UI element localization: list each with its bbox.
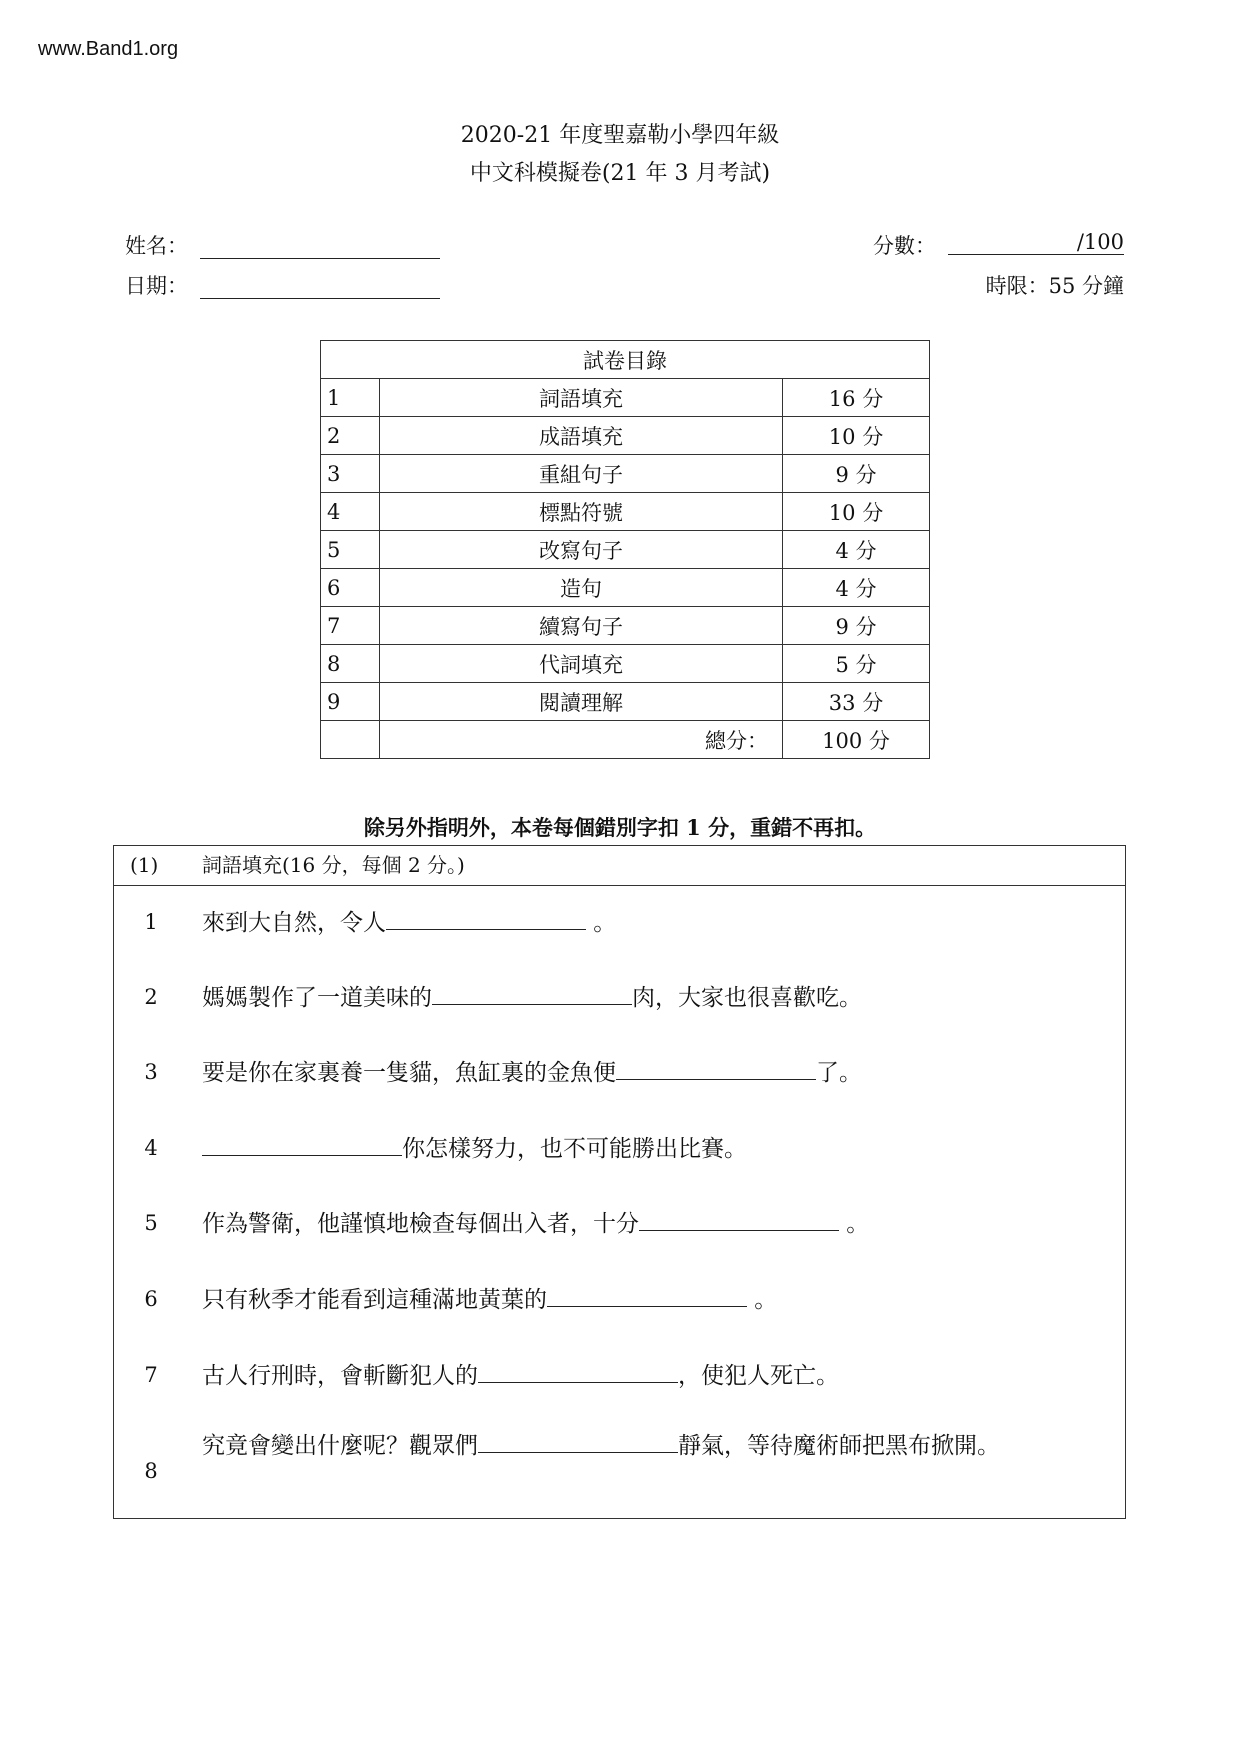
toc-total-label: 總分： xyxy=(380,721,783,759)
answer-blank[interactable] xyxy=(547,1282,747,1307)
toc-marks: 9 分 xyxy=(783,455,930,493)
toc-section: 續寫句子 xyxy=(380,607,783,645)
answer-blank[interactable] xyxy=(432,980,632,1005)
name-field[interactable] xyxy=(200,234,440,259)
table-row xyxy=(321,569,930,607)
date-field[interactable] xyxy=(200,274,440,299)
question-number: 7 xyxy=(144,1363,158,1387)
score-field[interactable]: /100 xyxy=(948,230,1124,255)
table-row xyxy=(321,645,930,683)
toc-section: 造句 xyxy=(380,569,783,607)
question-number: 5 xyxy=(144,1211,158,1235)
marking-note: 除另外指明外，本卷每個錯別字扣 1 分，重錯不再扣。 xyxy=(363,815,877,840)
question-text-before: 要是你在家裏養一隻貓，魚缸裏的金魚便 xyxy=(202,1060,616,1086)
table-row xyxy=(321,417,930,455)
section-title: 詞語填充(16 分，每個 2 分。) xyxy=(202,853,465,877)
toc-marks: 10 分 xyxy=(783,493,930,531)
answer-blank[interactable] xyxy=(616,1055,816,1080)
toc-no: 2 xyxy=(321,417,380,455)
toc-no: 4 xyxy=(321,493,380,531)
toc-marks: 5 分 xyxy=(783,645,930,683)
toc-marks: 4 分 xyxy=(783,569,930,607)
question-text-before: 古人行刑時，會斬斷犯人的 xyxy=(202,1363,478,1389)
question-text-after: 你怎樣努力，也不可能勝出比賽。 xyxy=(402,1136,747,1162)
toc-section: 代詞填充 xyxy=(380,645,783,683)
question-number: 1 xyxy=(144,910,158,934)
toc-marks: 4 分 xyxy=(783,531,930,569)
toc-section: 改寫句子 xyxy=(380,531,783,569)
date-label: 日期： xyxy=(125,274,188,298)
question-text-before: 作為警衛，他謹慎地檢查每個出入者，十分 xyxy=(202,1211,639,1237)
question-text-before: 只有秋季才能看到這種滿地黃葉的 xyxy=(202,1287,547,1313)
answer-blank[interactable] xyxy=(386,905,586,930)
question-number: 8 xyxy=(144,1459,158,1483)
toc-no: 3 xyxy=(321,455,380,493)
time-limit: 時限：55 分鐘 xyxy=(985,274,1124,298)
question-text-after: 。 xyxy=(586,910,617,936)
toc-no: 1 xyxy=(321,379,380,417)
score-label: 分數： xyxy=(873,234,936,258)
table-row xyxy=(321,683,930,721)
name-label: 姓名： xyxy=(125,234,188,258)
answer-blank[interactable] xyxy=(478,1428,678,1453)
question-number: 2 xyxy=(144,985,158,1009)
section-number: (1) xyxy=(130,853,159,877)
toc-section: 詞語填充 xyxy=(380,379,783,417)
table-row xyxy=(321,493,930,531)
question-number: 4 xyxy=(144,1136,158,1160)
table-of-contents xyxy=(320,340,930,759)
question-text-before: 究竟會變出什麼呢？觀眾們 xyxy=(202,1433,478,1459)
answer-blank[interactable] xyxy=(639,1206,839,1231)
table-row xyxy=(321,721,930,759)
question-text-after: ，使犯人死亡。 xyxy=(678,1363,839,1389)
toc-marks: 9 分 xyxy=(783,607,930,645)
toc-no: 9 xyxy=(321,683,380,721)
toc-marks: 33 分 xyxy=(783,683,930,721)
toc-section: 重組句子 xyxy=(380,455,783,493)
toc-section: 標點符號 xyxy=(380,493,783,531)
toc-total: 100 分 xyxy=(783,721,930,759)
table-row xyxy=(321,379,930,417)
question-text-after: 靜氣，等待魔術師把黑布掀開。 xyxy=(678,1433,1000,1459)
site-watermark: www.Band1.org xyxy=(38,38,179,60)
answer-blank[interactable] xyxy=(478,1358,678,1383)
toc-no: 7 xyxy=(321,607,380,645)
question-text-before: 媽媽製作了一道美味的 xyxy=(202,985,432,1011)
question-number: 6 xyxy=(144,1287,158,1311)
toc-title: 試卷目錄 xyxy=(321,341,930,379)
table-row xyxy=(321,607,930,645)
question-text-after: 。 xyxy=(839,1211,870,1237)
toc-no: 5 xyxy=(321,531,380,569)
toc-marks: 10 分 xyxy=(783,417,930,455)
table-row xyxy=(321,455,930,493)
toc-section: 閱讀理解 xyxy=(380,683,783,721)
section-header xyxy=(114,846,1125,886)
toc-no: 8 xyxy=(321,645,380,683)
question-text-before: 來到大自然，令人 xyxy=(202,910,386,936)
toc-marks: 16 分 xyxy=(783,379,930,417)
toc-section: 成語填充 xyxy=(380,417,783,455)
table-row xyxy=(321,531,930,569)
question-number: 3 xyxy=(144,1060,158,1084)
question-text-after: 了。 xyxy=(816,1060,862,1086)
exam-title: 2020-21 年度聖嘉勒小學四年級 xyxy=(460,123,780,148)
section-1-box xyxy=(113,845,1126,1519)
question-text-after: 肉，大家也很喜歡吃。 xyxy=(632,985,862,1011)
toc-no: 6 xyxy=(321,569,380,607)
question-text-after: 。 xyxy=(747,1287,778,1313)
answer-blank[interactable] xyxy=(202,1131,402,1156)
exam-subtitle: 中文科模擬卷(21 年 3 月考試) xyxy=(469,161,771,186)
